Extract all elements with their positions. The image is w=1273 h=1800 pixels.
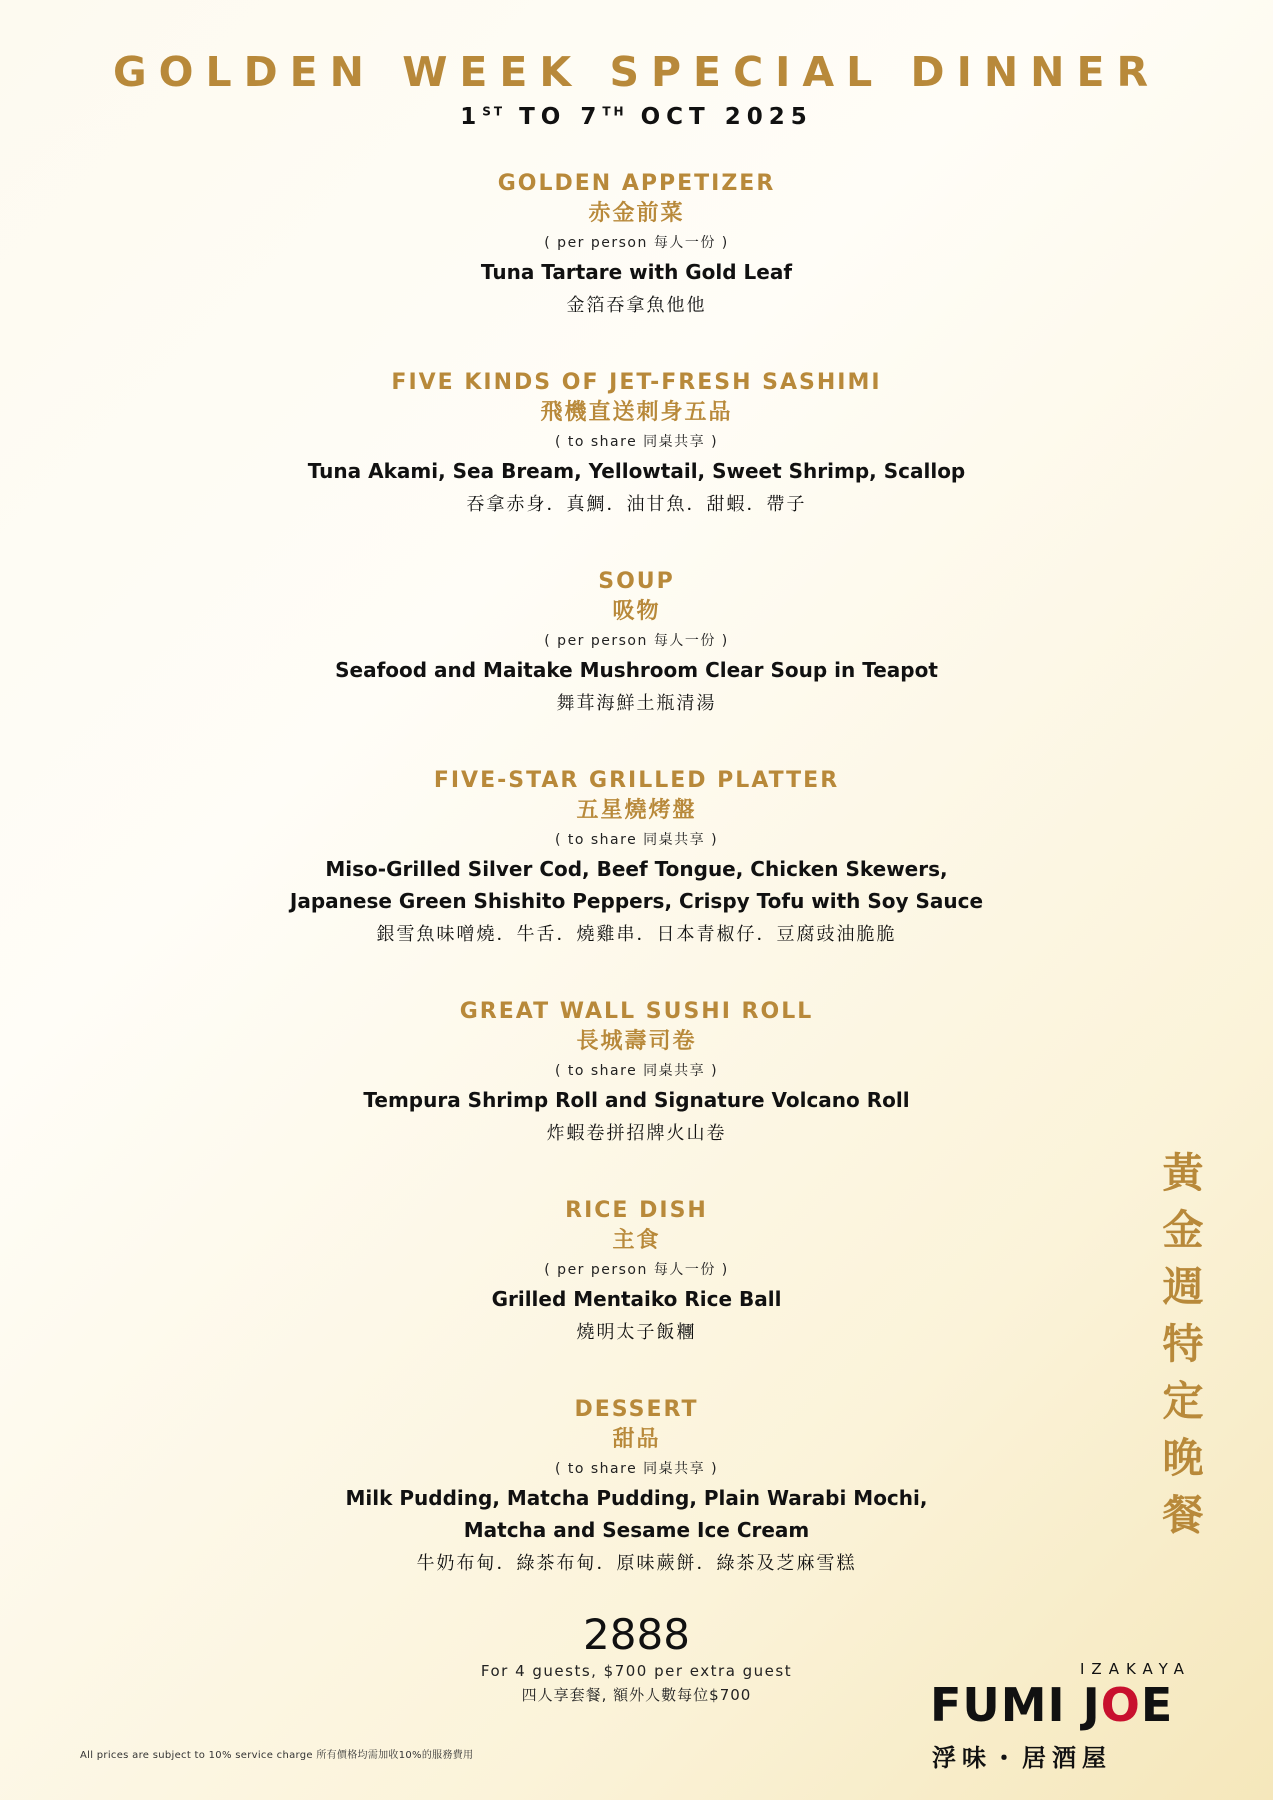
- course-soup: [200, 568, 1073, 767]
- course-name-zh: 飛機直送刺身五品: [540, 400, 733, 425]
- course-portion: ( to share 同桌共享 ): [554, 832, 719, 848]
- logo-wordmark-o: O: [1100, 1678, 1141, 1732]
- logo-izakaya-text: IZAKAYA: [1080, 1660, 1191, 1678]
- menu-courses: [200, 170, 1073, 1627]
- dish-zh: 金箔吞拿魚他他: [566, 295, 707, 316]
- dish-en: Tuna Tartare with Gold Leaf: [480, 260, 793, 284]
- dish-en: Grilled Mentaiko Rice Ball: [491, 1287, 782, 1311]
- course-portion: ( to share 同桌共享 ): [554, 1461, 719, 1477]
- course-portion: ( to share 同桌共享 ): [554, 434, 719, 450]
- dish-zh: 吞拿赤身．真鯛．油甘魚．甜蝦．帶子: [466, 494, 807, 515]
- course-name-zh: 主食: [612, 1228, 661, 1253]
- course-name-en: RICE DISH: [565, 1198, 708, 1223]
- service-charge-note: All prices are subject to 10% service charge 所有價格均需加收10%的服務費用: [80, 1750, 474, 1761]
- course-name-zh: 五星燒烤盤: [576, 798, 697, 823]
- course-sashimi: [200, 369, 1073, 568]
- logo-chinese-text: 浮味・居酒屋: [932, 1744, 1112, 1772]
- course-portion: ( per person 每人一份 ): [544, 1262, 729, 1278]
- logo-wordmark-a: FUMI J: [930, 1678, 1101, 1732]
- dish-en-line1: Miso-Grilled Silver Cod, Beef Tongue, Chicken Skewers,: [325, 857, 948, 881]
- dish-en-line1: Milk Pudding, Matcha Pudding, Plain Warabi Mochi,: [345, 1486, 928, 1510]
- course-dessert: [200, 1396, 1073, 1627]
- course-portion: ( per person 每人一份 ): [544, 633, 729, 649]
- date-day1: 1: [460, 104, 483, 130]
- set-price: 2888: [583, 1610, 690, 1659]
- dish-zh: 炸蝦卷拼招牌火山卷: [546, 1123, 727, 1144]
- course-name-zh: 赤金前菜: [588, 201, 685, 226]
- dish-zh: 舞茸海鮮土瓶清湯: [556, 693, 717, 714]
- price-note-en: For 4 guests, $700 per extra guest: [480, 1662, 793, 1680]
- course-name-en: GOLDEN APPETIZER: [497, 171, 776, 196]
- date-to: TO 7: [505, 104, 603, 130]
- course-name-zh: 吸物: [612, 599, 661, 624]
- dish-en: Tempura Shrimp Roll and Signature Volcano Roll: [363, 1088, 910, 1112]
- dish-en: Seafood and Maitake Mushroom Clear Soup in Teapot: [335, 658, 938, 682]
- course-appetizer: [200, 170, 1073, 369]
- date-sup2: TH: [602, 104, 627, 119]
- course-grilled-platter: [200, 767, 1073, 998]
- date-sup1: ST: [482, 104, 506, 119]
- course-rice-dish: [200, 1197, 1073, 1396]
- course-portion: ( to share 同桌共享 ): [554, 1063, 719, 1079]
- event-date: [0, 104, 1273, 130]
- dish-zh: 燒明太子飯糰: [576, 1322, 697, 1343]
- course-name-en: DESSERT: [574, 1397, 699, 1422]
- course-name-zh: 長城壽司卷: [576, 1029, 697, 1054]
- course-sushi-roll: [200, 998, 1073, 1197]
- course-name-en: SOUP: [598, 569, 675, 594]
- course-name-en: GREAT WALL SUSHI ROLL: [459, 999, 814, 1024]
- dish-en: Tuna Akami, Sea Bream, Yellowtail, Sweet Shrimp, Scallop: [307, 459, 966, 483]
- date-rest: OCT 2025: [626, 104, 813, 130]
- course-name-en: FIVE-STAR GRILLED PLATTER: [433, 768, 840, 793]
- logo-wordmark-b: E: [1140, 1678, 1174, 1732]
- vertical-chinese-title: 黃金週特定晚餐: [1162, 1149, 1204, 1539]
- price-note-zh: 四人享套餐, 額外人數每位$700: [521, 1686, 752, 1704]
- course-name-zh: 甜品: [612, 1427, 661, 1452]
- dish-zh: 牛奶布甸．綠茶布甸．原味蕨餅．綠茶及芝麻雪糕: [416, 1553, 857, 1574]
- course-name-en: FIVE KINDS OF JET-FRESH SASHIMI: [391, 370, 882, 395]
- dish-zh: 銀雪魚味噌燒．牛舌．燒雞串．日本青椒仔．豆腐豉油脆脆: [376, 924, 897, 945]
- dish-en-line2: Japanese Green Shishito Peppers, Crispy Tofu with Soy Sauce: [289, 889, 984, 913]
- logo-wordmark: [930, 1678, 1173, 1732]
- page-title: GOLDEN WEEK SPECIAL DINNER: [112, 48, 1161, 96]
- course-portion: ( per person 每人一份 ): [544, 235, 729, 251]
- dish-en-line2: Matcha and Sesame Ice Cream: [463, 1518, 810, 1542]
